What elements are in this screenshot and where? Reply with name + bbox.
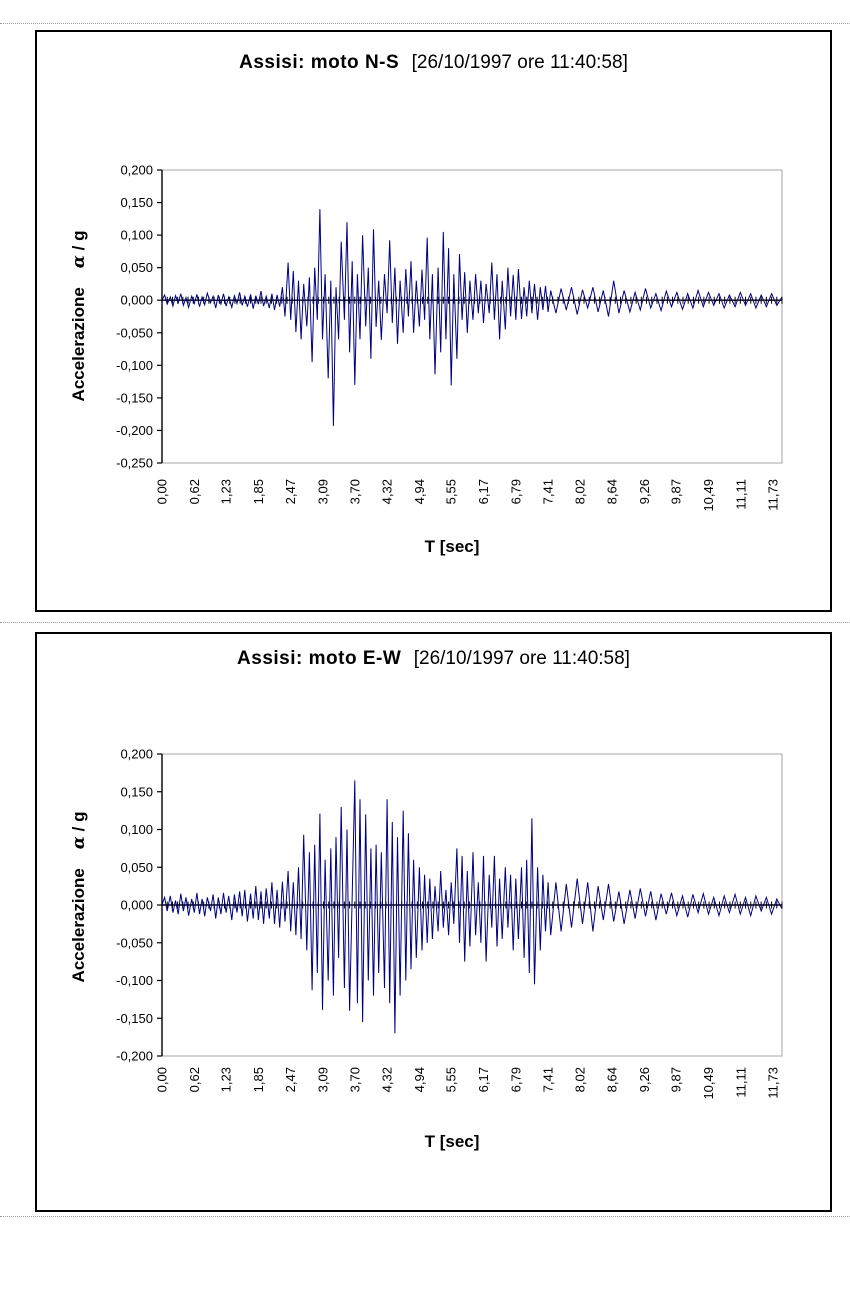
ns-y-axis-title — [69, 231, 89, 402]
y-tick-label: 0,200 — [120, 746, 153, 762]
x-tick-label: 2,47 — [283, 479, 299, 505]
y-tick-label: -0,150 — [116, 1010, 153, 1026]
x-tick-label: 0,62 — [186, 1067, 202, 1093]
ns-chart-frame — [35, 30, 832, 612]
y-tick-label: 0,150 — [120, 195, 153, 211]
x-tick-label: 10,49 — [701, 1067, 717, 1100]
x-tick-label: 1,85 — [250, 1067, 266, 1093]
y-tick-label: 0,150 — [120, 784, 153, 800]
x-tick-label: 11,11 — [733, 479, 749, 510]
chart-title-main: Assisi: moto E-W — [237, 648, 402, 669]
x-tick-label: 8,64 — [604, 479, 620, 505]
chart-title-datetime: [26/10/1997 ore 11:40:58] — [411, 52, 628, 73]
x-tick-label: 3,09 — [315, 479, 331, 505]
x-tick-label: 0,62 — [186, 479, 202, 505]
x-tick-label: 8,02 — [572, 479, 588, 505]
alpha-symbol: α — [69, 255, 89, 269]
x-tick-label: 6,79 — [508, 1067, 524, 1093]
y-axis-title-units: / g — [69, 230, 88, 251]
ew-chart-plot — [37, 634, 830, 1210]
x-tick-label: 7,41 — [540, 479, 556, 505]
page-break-dotted-line — [0, 1216, 850, 1217]
ns-chart-plot — [37, 32, 830, 610]
x-tick-label: 6,79 — [508, 479, 524, 505]
y-tick-label: 0,100 — [120, 822, 153, 837]
ew-chart-title — [37, 648, 830, 670]
x-tick-label: 0,00 — [154, 1067, 170, 1093]
x-tick-label: 4,94 — [411, 1067, 427, 1093]
ns-chart-title — [37, 52, 830, 74]
y-tick-label: 0,000 — [120, 897, 153, 913]
ns-x-axis-title: T [sec] — [424, 537, 480, 556]
x-tick-label: 11,73 — [765, 479, 781, 511]
x-tick-label: 4,32 — [379, 479, 395, 505]
x-tick-label: 4,32 — [379, 1067, 395, 1093]
x-tick-label: 10,49 — [701, 479, 717, 512]
x-tick-label: 6,17 — [475, 479, 491, 505]
y-tick-label: 0,050 — [120, 859, 153, 875]
x-tick-label: 3,70 — [347, 479, 363, 505]
x-tick-label: 0,00 — [154, 479, 170, 505]
y-tick-label: -0,050 — [116, 935, 153, 951]
x-tick-label: 5,55 — [443, 1067, 459, 1093]
x-tick-label: 1,23 — [218, 479, 234, 505]
y-axis-title-text: Accelerazione — [69, 287, 88, 402]
acceleration-waveform — [162, 780, 782, 1033]
ew-x-axis-title: T [sec] — [424, 1132, 480, 1151]
x-tick-label: 5,55 — [443, 479, 459, 505]
acceleration-waveform — [162, 209, 782, 426]
y-tick-label: 0,100 — [120, 227, 153, 243]
y-tick-label: 0,200 — [120, 162, 153, 178]
y-tick-label: -0,200 — [116, 422, 153, 438]
y-tick-label: -0,200 — [116, 1048, 153, 1064]
ew-chart-frame — [35, 632, 832, 1212]
x-tick-label: 11,11 — [733, 1067, 749, 1098]
x-tick-label: 4,94 — [411, 479, 427, 505]
x-tick-label: 1,85 — [250, 479, 266, 505]
x-tick-label: 8,02 — [572, 1067, 588, 1093]
x-tick-label: 9,26 — [636, 479, 652, 505]
alpha-symbol: α — [69, 836, 89, 850]
plot-area-border — [162, 170, 782, 463]
x-tick-label: 3,70 — [347, 1067, 363, 1093]
y-tick-label: 0,000 — [120, 292, 153, 308]
y-tick-label: -0,100 — [116, 357, 153, 373]
y-tick-label: 0,050 — [120, 260, 153, 276]
ew-y-axis-title — [69, 812, 89, 983]
x-tick-label: 7,41 — [540, 1067, 556, 1093]
x-tick-label: 11,73 — [765, 1067, 781, 1099]
x-tick-label: 9,87 — [668, 1067, 684, 1093]
chart-title-main: Assisi: moto N-S — [239, 52, 400, 73]
y-axis-title-text: Accelerazione — [69, 868, 88, 983]
x-tick-label: 3,09 — [315, 1067, 331, 1093]
page-break-dotted-line — [0, 23, 850, 24]
page-break-dotted-line — [0, 622, 850, 623]
y-tick-label: -0,250 — [116, 455, 153, 471]
y-tick-label: -0,150 — [116, 390, 153, 406]
y-axis-title-units: / g — [69, 811, 88, 832]
x-tick-label: 1,23 — [218, 1067, 234, 1093]
x-tick-label: 2,47 — [283, 1067, 299, 1093]
x-tick-label: 9,26 — [636, 1067, 652, 1093]
x-tick-label: 8,64 — [604, 1067, 620, 1093]
chart-title-datetime: [26/10/1997 ore 11:40:58] — [413, 648, 630, 669]
x-tick-label: 6,17 — [475, 1067, 491, 1093]
x-tick-label: 9,87 — [668, 479, 684, 505]
y-tick-label: -0,100 — [116, 973, 153, 988]
y-tick-label: -0,050 — [116, 325, 153, 341]
